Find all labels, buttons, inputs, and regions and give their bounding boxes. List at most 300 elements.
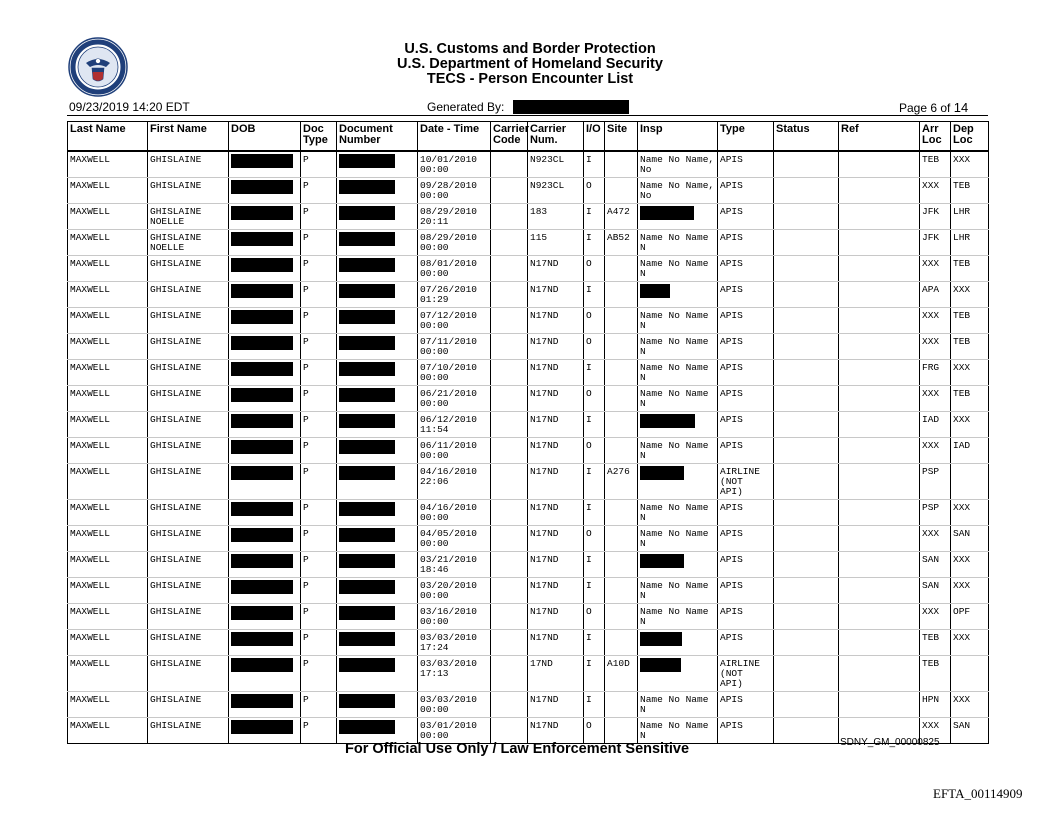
dob-cell [229, 230, 301, 256]
arr-loc-cell: FRG [920, 360, 951, 386]
insp-cell: Name No Name N [638, 308, 718, 334]
doc-type-cell: P [301, 464, 337, 500]
status-cell [774, 656, 839, 692]
io-cell: I [584, 578, 605, 604]
arr-loc-cell: TEB [920, 656, 951, 692]
status-cell [774, 500, 839, 526]
dob-cell [229, 552, 301, 578]
last-name-cell: MAXWELL [68, 578, 148, 604]
table-row [68, 630, 989, 656]
site-cell [605, 438, 638, 464]
insp-cell: Name No Name, No [638, 178, 718, 204]
doc-type-cell: P [301, 151, 337, 178]
status-cell [774, 552, 839, 578]
carrier-code-cell [491, 204, 528, 230]
last-name-cell: MAXWELL [68, 692, 148, 718]
insp-cell [638, 656, 718, 692]
first-name-cell: GHISLAINE [148, 386, 229, 412]
carrier-num-cell: N17ND [528, 578, 584, 604]
insp-cell: Name No Name N [638, 256, 718, 282]
io-cell: I [584, 230, 605, 256]
carrier-code-cell [491, 718, 528, 744]
dob-cell [229, 500, 301, 526]
redaction-box [231, 232, 293, 246]
last-name-cell: MAXWELL [68, 656, 148, 692]
document-number-cell [337, 308, 418, 334]
date-time-cell: 03/21/2010 18:46 [418, 552, 491, 578]
first-name-cell: GHISLAINE [148, 552, 229, 578]
io-cell: I [584, 412, 605, 438]
dep-loc-cell: TEB [951, 256, 989, 282]
type-cell: APIS [718, 230, 774, 256]
redaction-box [339, 528, 395, 542]
carrier-code-cell [491, 412, 528, 438]
type-cell: APIS [718, 692, 774, 718]
redaction-box [231, 362, 293, 376]
dep-loc-cell: XXX [951, 552, 989, 578]
table-row [68, 692, 989, 718]
redaction-box [339, 232, 395, 246]
type-cell: APIS [718, 178, 774, 204]
date-time-cell: 03/03/2010 00:00 [418, 692, 491, 718]
dob-cell [229, 151, 301, 178]
insp-cell [638, 412, 718, 438]
document-number-cell [337, 692, 418, 718]
last-name-cell: MAXWELL [68, 334, 148, 360]
first-name-cell: GHISLAINE [148, 308, 229, 334]
io-cell: O [584, 308, 605, 334]
redaction-box [640, 206, 694, 220]
carrier-code-cell [491, 578, 528, 604]
date-time-cell: 08/29/2010 20:11 [418, 204, 491, 230]
column-header: Date - Time [418, 122, 491, 152]
document-number-cell [337, 334, 418, 360]
redaction-box [339, 694, 395, 708]
site-cell [605, 308, 638, 334]
type-cell: AIRLINE (NOT API) [718, 656, 774, 692]
dob-cell [229, 308, 301, 334]
insp-cell: Name No Name N [638, 692, 718, 718]
site-cell [605, 604, 638, 630]
io-cell: O [584, 604, 605, 630]
redaction-box [339, 284, 395, 298]
redaction-box [339, 310, 395, 324]
redaction-box [640, 554, 684, 568]
type-cell: APIS [718, 438, 774, 464]
table-row [68, 282, 989, 308]
ref-cell [839, 438, 920, 464]
date-time-cell: 03/03/2010 17:13 [418, 656, 491, 692]
io-cell: I [584, 552, 605, 578]
site-cell [605, 692, 638, 718]
header-divider [67, 115, 988, 116]
arr-loc-cell: JFK [920, 230, 951, 256]
arr-loc-cell: XXX [920, 386, 951, 412]
dep-loc-cell: XXX [951, 282, 989, 308]
io-cell: O [584, 334, 605, 360]
dob-cell [229, 464, 301, 500]
redaction-box [640, 632, 682, 646]
ref-cell [839, 656, 920, 692]
doc-type-cell: P [301, 438, 337, 464]
redaction-box [231, 632, 293, 646]
site-cell: A472 [605, 204, 638, 230]
table-row [68, 500, 989, 526]
carrier-num-cell: N17ND [528, 360, 584, 386]
redaction-box [231, 154, 293, 168]
redaction-box [339, 154, 395, 168]
carrier-code-cell [491, 178, 528, 204]
redaction-box [339, 336, 395, 350]
doc-type-cell: P [301, 552, 337, 578]
insp-cell: Name No Name N [638, 386, 718, 412]
arr-loc-cell: SAN [920, 578, 951, 604]
arr-loc-cell: XXX [920, 438, 951, 464]
arr-loc-cell: XXX [920, 334, 951, 360]
redaction-box [231, 180, 293, 194]
redaction-box [339, 362, 395, 376]
doc-type-cell: P [301, 718, 337, 744]
status-cell [774, 151, 839, 178]
insp-cell: Name No Name N [638, 578, 718, 604]
dob-cell [229, 578, 301, 604]
site-cell [605, 386, 638, 412]
insp-cell [638, 552, 718, 578]
doc-type-cell: P [301, 692, 337, 718]
ref-cell [839, 412, 920, 438]
first-name-cell: GHISLAINE [148, 500, 229, 526]
site-cell [605, 526, 638, 552]
redaction-box [231, 502, 293, 516]
document-number-cell [337, 552, 418, 578]
table-header-row [68, 122, 989, 152]
first-name-cell: GHISLAINE [148, 526, 229, 552]
table-row [68, 526, 989, 552]
date-time-cell: 07/26/2010 01:29 [418, 282, 491, 308]
site-cell: A10D [605, 656, 638, 692]
column-header: Doc Type [301, 122, 337, 152]
last-name-cell: MAXWELL [68, 412, 148, 438]
type-cell: APIS [718, 386, 774, 412]
type-cell: APIS [718, 630, 774, 656]
redaction-box [339, 440, 395, 454]
redaction-box [339, 720, 395, 734]
site-cell [605, 151, 638, 178]
site-cell: AB52 [605, 230, 638, 256]
status-cell [774, 360, 839, 386]
dob-cell [229, 178, 301, 204]
generated-timestamp: 09/23/2019 14:20 EDT [69, 100, 190, 114]
arr-loc-cell: XXX [920, 178, 951, 204]
io-cell: I [584, 204, 605, 230]
carrier-code-cell [491, 334, 528, 360]
date-time-cell: 03/03/2010 17:24 [418, 630, 491, 656]
first-name-cell: GHISLAINE [148, 178, 229, 204]
type-cell: APIS [718, 282, 774, 308]
column-header: Carrier Code [491, 122, 528, 152]
date-time-cell: 06/12/2010 11:54 [418, 412, 491, 438]
date-time-cell: 06/21/2010 00:00 [418, 386, 491, 412]
arr-loc-cell: APA [920, 282, 951, 308]
carrier-num-cell: N923CL [528, 178, 584, 204]
arr-loc-cell: JFK [920, 204, 951, 230]
dep-loc-cell: TEB [951, 178, 989, 204]
io-cell: I [584, 630, 605, 656]
date-time-cell: 07/11/2010 00:00 [418, 334, 491, 360]
generated-by-label: Generated By: [427, 100, 505, 114]
ref-cell [839, 552, 920, 578]
document-number-cell [337, 412, 418, 438]
table-row [68, 360, 989, 386]
insp-cell: Name No Name N [638, 438, 718, 464]
department-title: U.S. Department of Homeland Security [397, 56, 663, 72]
status-cell [774, 578, 839, 604]
last-name-cell: MAXWELL [68, 718, 148, 744]
doc-type-cell: P [301, 256, 337, 282]
first-name-cell: GHISLAINE [148, 656, 229, 692]
last-name-cell: MAXWELL [68, 178, 148, 204]
column-header: I/O [584, 122, 605, 152]
redaction-box [231, 284, 293, 298]
last-name-cell: MAXWELL [68, 604, 148, 630]
generated-by-redaction [513, 100, 629, 114]
insp-cell [638, 630, 718, 656]
document-number-cell [337, 604, 418, 630]
site-cell [605, 334, 638, 360]
date-time-cell: 06/11/2010 00:00 [418, 438, 491, 464]
carrier-num-cell: 183 [528, 204, 584, 230]
table-row [68, 552, 989, 578]
carrier-num-cell: N17ND [528, 386, 584, 412]
insp-cell: Name No Name N [638, 500, 718, 526]
type-cell: APIS [718, 308, 774, 334]
carrier-code-cell [491, 464, 528, 500]
doc-type-cell: P [301, 630, 337, 656]
dep-loc-cell: IAD [951, 438, 989, 464]
table-row [68, 464, 989, 500]
type-cell: AIRLINE (NOT API) [718, 464, 774, 500]
ref-cell [839, 360, 920, 386]
carrier-code-cell [491, 386, 528, 412]
carrier-code-cell [491, 230, 528, 256]
ref-cell [839, 204, 920, 230]
doc-type-cell: P [301, 204, 337, 230]
page-total: 14 [953, 100, 969, 115]
table-row [68, 256, 989, 282]
arr-loc-cell: PSP [920, 464, 951, 500]
insp-cell: Name No Name N [638, 604, 718, 630]
insp-cell [638, 282, 718, 308]
doc-type-cell: P [301, 656, 337, 692]
status-cell [774, 282, 839, 308]
doc-type-cell: P [301, 230, 337, 256]
first-name-cell: GHISLAINE [148, 412, 229, 438]
redaction-box [640, 466, 684, 480]
io-cell: I [584, 692, 605, 718]
redaction-box [231, 440, 293, 454]
page-prefix: Page 6 of [899, 101, 951, 115]
document-number-cell [337, 464, 418, 500]
status-cell [774, 334, 839, 360]
document-number-cell [337, 526, 418, 552]
column-header: Site [605, 122, 638, 152]
document-number-cell [337, 578, 418, 604]
redaction-box [640, 284, 670, 298]
carrier-code-cell [491, 151, 528, 178]
carrier-num-cell: N17ND [528, 334, 584, 360]
site-cell [605, 282, 638, 308]
type-cell: APIS [718, 500, 774, 526]
redaction-box [231, 528, 293, 542]
redaction-box [231, 310, 293, 324]
carrier-code-cell [491, 282, 528, 308]
dep-loc-cell: LHR [951, 204, 989, 230]
redaction-box [231, 258, 293, 272]
site-cell [605, 578, 638, 604]
date-time-cell: 04/05/2010 00:00 [418, 526, 491, 552]
date-time-cell: 03/20/2010 00:00 [418, 578, 491, 604]
carrier-num-cell: 17ND [528, 656, 584, 692]
carrier-code-cell [491, 308, 528, 334]
document-number-cell [337, 386, 418, 412]
insp-cell: Name No Name N [638, 526, 718, 552]
redaction-box [339, 414, 395, 428]
first-name-cell: GHISLAINE [148, 630, 229, 656]
type-cell: APIS [718, 256, 774, 282]
dob-cell [229, 360, 301, 386]
status-cell [774, 178, 839, 204]
dep-loc-cell: TEB [951, 386, 989, 412]
carrier-code-cell [491, 526, 528, 552]
efta-number: EFTA_00114909 [933, 786, 1023, 801]
doc-type-cell: P [301, 308, 337, 334]
redaction-box [339, 502, 395, 516]
status-cell [774, 692, 839, 718]
io-cell: O [584, 386, 605, 412]
last-name-cell: MAXWELL [68, 151, 148, 178]
dep-loc-cell: SAN [951, 718, 989, 744]
redaction-box [640, 414, 695, 428]
arr-loc-cell: XXX [920, 308, 951, 334]
ref-cell [839, 256, 920, 282]
doc-type-cell: P [301, 282, 337, 308]
arr-loc-cell: TEB [920, 630, 951, 656]
status-cell [774, 630, 839, 656]
first-name-cell: GHISLAINE NOELLE [148, 204, 229, 230]
type-cell: APIS [718, 360, 774, 386]
site-cell [605, 256, 638, 282]
ref-cell [839, 308, 920, 334]
column-header: Status [774, 122, 839, 152]
column-header: Ref [839, 122, 920, 152]
table-row [68, 230, 989, 256]
dep-loc-cell [951, 656, 989, 692]
site-cell [605, 630, 638, 656]
dep-loc-cell [951, 464, 989, 500]
redaction-box [339, 466, 395, 480]
ref-cell [839, 282, 920, 308]
redaction-box [231, 554, 293, 568]
carrier-num-cell: N17ND [528, 718, 584, 744]
first-name-cell: GHISLAINE NOELLE [148, 230, 229, 256]
first-name-cell: GHISLAINE [148, 718, 229, 744]
type-cell: APIS [718, 578, 774, 604]
column-header: Arr Loc [920, 122, 951, 152]
date-time-cell: 08/29/2010 00:00 [418, 230, 491, 256]
carrier-num-cell: N17ND [528, 552, 584, 578]
insp-cell [638, 464, 718, 500]
insp-cell: Name No Name N [638, 334, 718, 360]
dep-loc-cell: SAN [951, 526, 989, 552]
insp-cell: Name No Name N [638, 718, 718, 744]
dep-loc-cell: XXX [951, 412, 989, 438]
report-title-block [300, 42, 760, 87]
doc-type-cell: P [301, 386, 337, 412]
carrier-code-cell [491, 604, 528, 630]
redaction-box [231, 580, 293, 594]
last-name-cell: MAXWELL [68, 386, 148, 412]
last-name-cell: MAXWELL [68, 360, 148, 386]
redaction-box [339, 180, 395, 194]
carrier-num-cell: N17ND [528, 308, 584, 334]
document-number-cell [337, 282, 418, 308]
dep-loc-cell: OPF [951, 604, 989, 630]
ref-cell [839, 464, 920, 500]
document-number-cell [337, 360, 418, 386]
carrier-code-cell [491, 630, 528, 656]
site-cell: A276 [605, 464, 638, 500]
document-number-cell [337, 256, 418, 282]
ref-cell [839, 604, 920, 630]
insp-cell: Name No Name N [638, 230, 718, 256]
ref-cell [839, 500, 920, 526]
document-number-cell [337, 718, 418, 744]
last-name-cell: MAXWELL [68, 500, 148, 526]
redaction-box [339, 388, 395, 402]
last-name-cell: MAXWELL [68, 230, 148, 256]
table-row [68, 656, 989, 692]
carrier-code-cell [491, 692, 528, 718]
carrier-num-cell: N17ND [528, 604, 584, 630]
doc-type-cell: P [301, 500, 337, 526]
table-row [68, 151, 989, 178]
dob-cell [229, 412, 301, 438]
first-name-cell: GHISLAINE [148, 692, 229, 718]
carrier-code-cell [491, 438, 528, 464]
site-cell [605, 552, 638, 578]
doc-type-cell: P [301, 578, 337, 604]
column-header: Document Number [337, 122, 418, 152]
column-header: Dep Loc [951, 122, 989, 152]
redaction-box [231, 206, 293, 220]
ref-cell [839, 178, 920, 204]
ref-cell [839, 630, 920, 656]
ref-cell [839, 578, 920, 604]
date-time-cell: 04/16/2010 00:00 [418, 500, 491, 526]
arr-loc-cell: HPN [920, 692, 951, 718]
type-cell: APIS [718, 204, 774, 230]
first-name-cell: GHISLAINE [148, 282, 229, 308]
table-body [68, 151, 989, 744]
status-cell [774, 256, 839, 282]
ref-cell [839, 230, 920, 256]
carrier-num-cell: N17ND [528, 256, 584, 282]
redaction-box [231, 388, 293, 402]
first-name-cell: GHISLAINE [148, 578, 229, 604]
dep-loc-cell: XXX [951, 151, 989, 178]
io-cell: O [584, 438, 605, 464]
document-number-cell [337, 656, 418, 692]
